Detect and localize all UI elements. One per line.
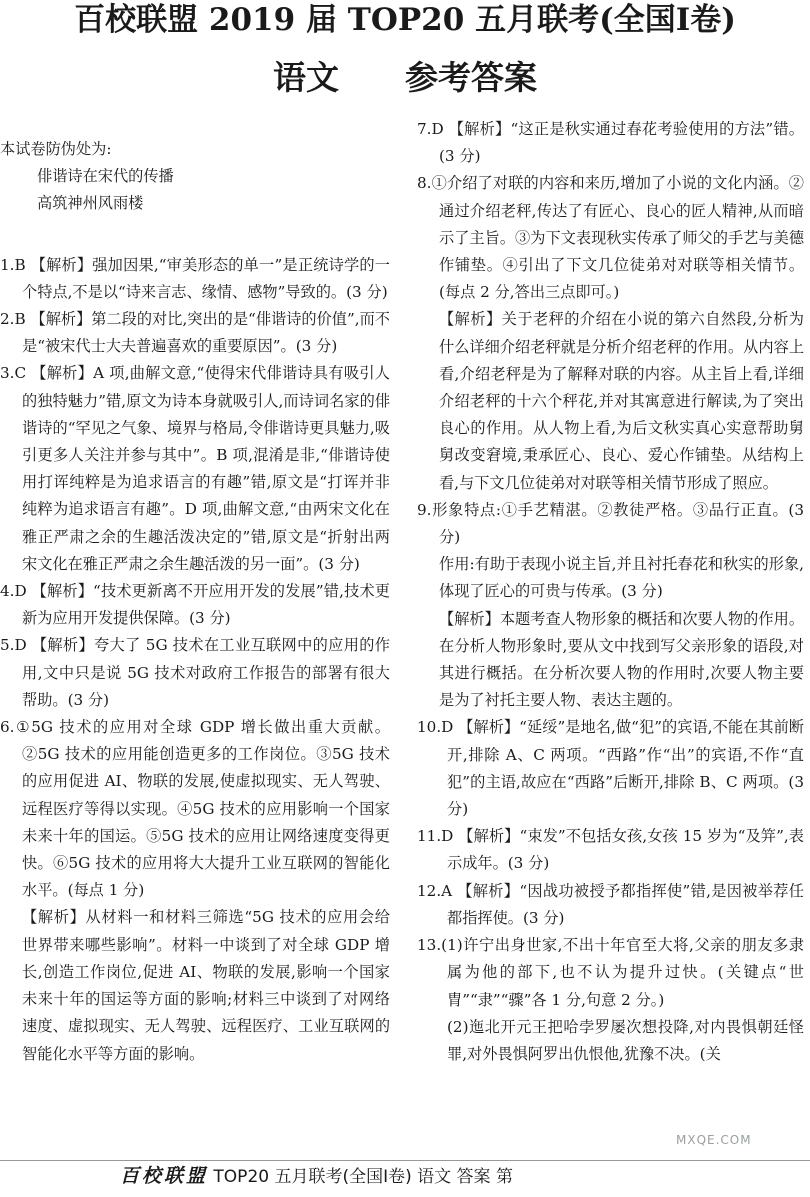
answer-item: 7.D 【解析】“这正是秋实通过春花考验使用的方法”错。(3 分)	[417, 120, 804, 166]
page-subtitle	[0, 58, 810, 98]
footer-text: TOP20 五月联考(全国Ⅰ卷) 语文 答案 第	[213, 1167, 513, 1187]
page-footer	[120, 1163, 810, 1190]
anti-counterfeit-item: 高筑神州风雨楼	[37, 194, 144, 213]
answer-item: 10.D 【解析】“延绥”是地名,做“犯”的宾语,不能在其前断开,排除 A、C 两项。“西路”作“出”的宾语,不作“直犯”的主语,故应在“西路”后断开,排除 B、C 两项。(3 分)	[417, 718, 804, 819]
answer-analysis: 【解析】本题考查人物形象的概括和次要人物的作用。在分析人物形象时,要从文中找到写父亲形象的语段,对其进行概括。在分析次要人物的作用时,次要人物主要是为了衬托主要人物、表达主题的。	[439, 609, 804, 710]
answer-item: 12.A 【解析】“因战功被授予都指挥使”错,是因被举荐任都指挥使。(3 分)	[417, 881, 804, 927]
answer-item: 6.①5G 技术的应用对全球 GDP 增长做出重大贡献。②5G 技术的应用能创造更多的工作岗位。③5G 技术的应用促进 AI、物联的发展,使虚拟现实、无人驾驶、远程医疗等得以实现。④5G 技术的应用影响一个国家未来十年的国运。⑤5G 技术的应用让网络速度变得更快。⑥5G 技术的应用将大大提升工业互联网的智能化水平。(每点 1 分)	[0, 718, 390, 900]
answer-item: 11.D 【解析】“束发”不包括女孩,女孩 15 岁为“及笄”,表示成年。(3 分)	[417, 827, 804, 873]
footer-divider	[0, 1160, 810, 1161]
answer-analysis: 【解析】关于老秤的介绍在小说的第六自然段,分析为什么详细介绍老秤就是分析介绍老秤的作用。从内容上看,介绍老秤是为了解释对联的内容。从主旨上看,详细介绍老秤的十六个秤花,并对其寓意进行解读,为了突出良心的作用。从人物上看,为后文秋实真心实意帮助舅舅改变窘境,秉承匠心、良心、爱心作铺垫。从结构上看,与下文几位徒弟对对联等相关情节形成了照应。	[439, 310, 804, 492]
anti-counterfeit-label: 本试卷防伪处为:	[0, 140, 112, 158]
subject-label: 语文	[273, 58, 339, 97]
answer-item: 13.(1)许宁出身世家,不出十年官至大将,父亲的朋友多隶属为他的部下,也不认为提升过快。(关键点“世胄”“隶”“骤”各 1 分,句意 2 分。)	[417, 936, 804, 1009]
footer-brand: 百校联盟	[120, 1165, 209, 1187]
anti-counterfeit-item: 俳谐诗在宋代的传播	[37, 167, 174, 186]
page-title: 百校联盟 2019 届 TOP20 五月联考(全国Ⅰ卷)	[74, 2, 736, 38]
answer-analysis: 【解析】从材料一和材料三筛选“5G 技术的应用会给世界带来哪些影响”。材料一中谈到了对全球 GDP 增长,创造工作岗位,促进 AI、物联的发展,影响一个国家未来十年的国运等方面的影响;材料三中谈到了对网络速度、虚拟现实、无人驾驶、远程医疗、工业互联网的智能化水平等方面的影响。	[22, 908, 390, 1063]
answer-item: 8.①介绍了对联的内容和来历,增加了小说的文化内涵。②通过介绍老秤,传达了有匠心、良心的匠人精神,从而暗示了主旨。③为下文表现秋实传承了师父的手艺与美德作铺垫。④引出了下文几位徒弟对对联等相关情节。(每点 2 分,答出三点即可。)	[417, 174, 804, 302]
answer-item: 5.D 【解析】夸大了 5G 技术在工业互联网中的应用的作用,文中只是说 5G 技术对政府工作报告的部署有很大帮助。(3 分)	[0, 636, 390, 709]
answer-item: 3.C 【解析】A 项,曲解文意,“使得宋代俳谐诗具有吸引人的独特魅力”错,原文为诗本身就吸引人,而诗词名家的俳谐诗的“罕见之气象、境界与格局,令俳谐诗更具魅力,吸引更多人关注并参与其中”。B 项,混淆是非,“俳谐诗使用打诨纯粹是为追求语言的有趣”错,原文是“打诨并非纯粹为追求语言有趣”。D 项,曲解文意,“由两宋文化在雅正严肃之余的生趣活泼决定的”错,原文是“折射出两宋文化在雅正严肃之余生趣活泼的另一面”。(3 分)	[0, 364, 390, 573]
answer-item: 2.B 【解析】第二段的对比,突出的是“俳谐诗的价值”,而不是“被宋代士大夫普遍喜欢的重要原因”。(3 分)	[0, 310, 390, 356]
left-column	[0, 116, 390, 1068]
answer-item: 1.B 【解析】强加因果,“审美形态的单一”是正统诗学的一个特点,不是以“诗来言志、缘情、感物”导致的。(3 分)	[0, 255, 390, 301]
right-column	[417, 116, 804, 1068]
answer-item-part: (2)迤北开元王把哈孛罗屡次想投降,对内畏惧朝廷怪罪,对外畏惧阿罗出仇恨他,犹豫不决。(关	[447, 1017, 804, 1063]
answer-item: 9.形象特点:①手艺精湛。②教徒严格。③品行正直。(3 分)	[417, 500, 804, 547]
answer-title: 参考答案	[405, 58, 537, 97]
watermark: MXQE.COM	[676, 1133, 752, 1147]
answer-item: 4.D 【解析】“技术更新离不开应用开发的发展”错,技术更新为应用开发提供保障。(3 分)	[0, 582, 390, 628]
answer-effect: 作用:有助于表现小说主旨,并且衬托春花和秋实的形象,体现了匠心的可贵与传承。(3 分)	[439, 555, 804, 601]
